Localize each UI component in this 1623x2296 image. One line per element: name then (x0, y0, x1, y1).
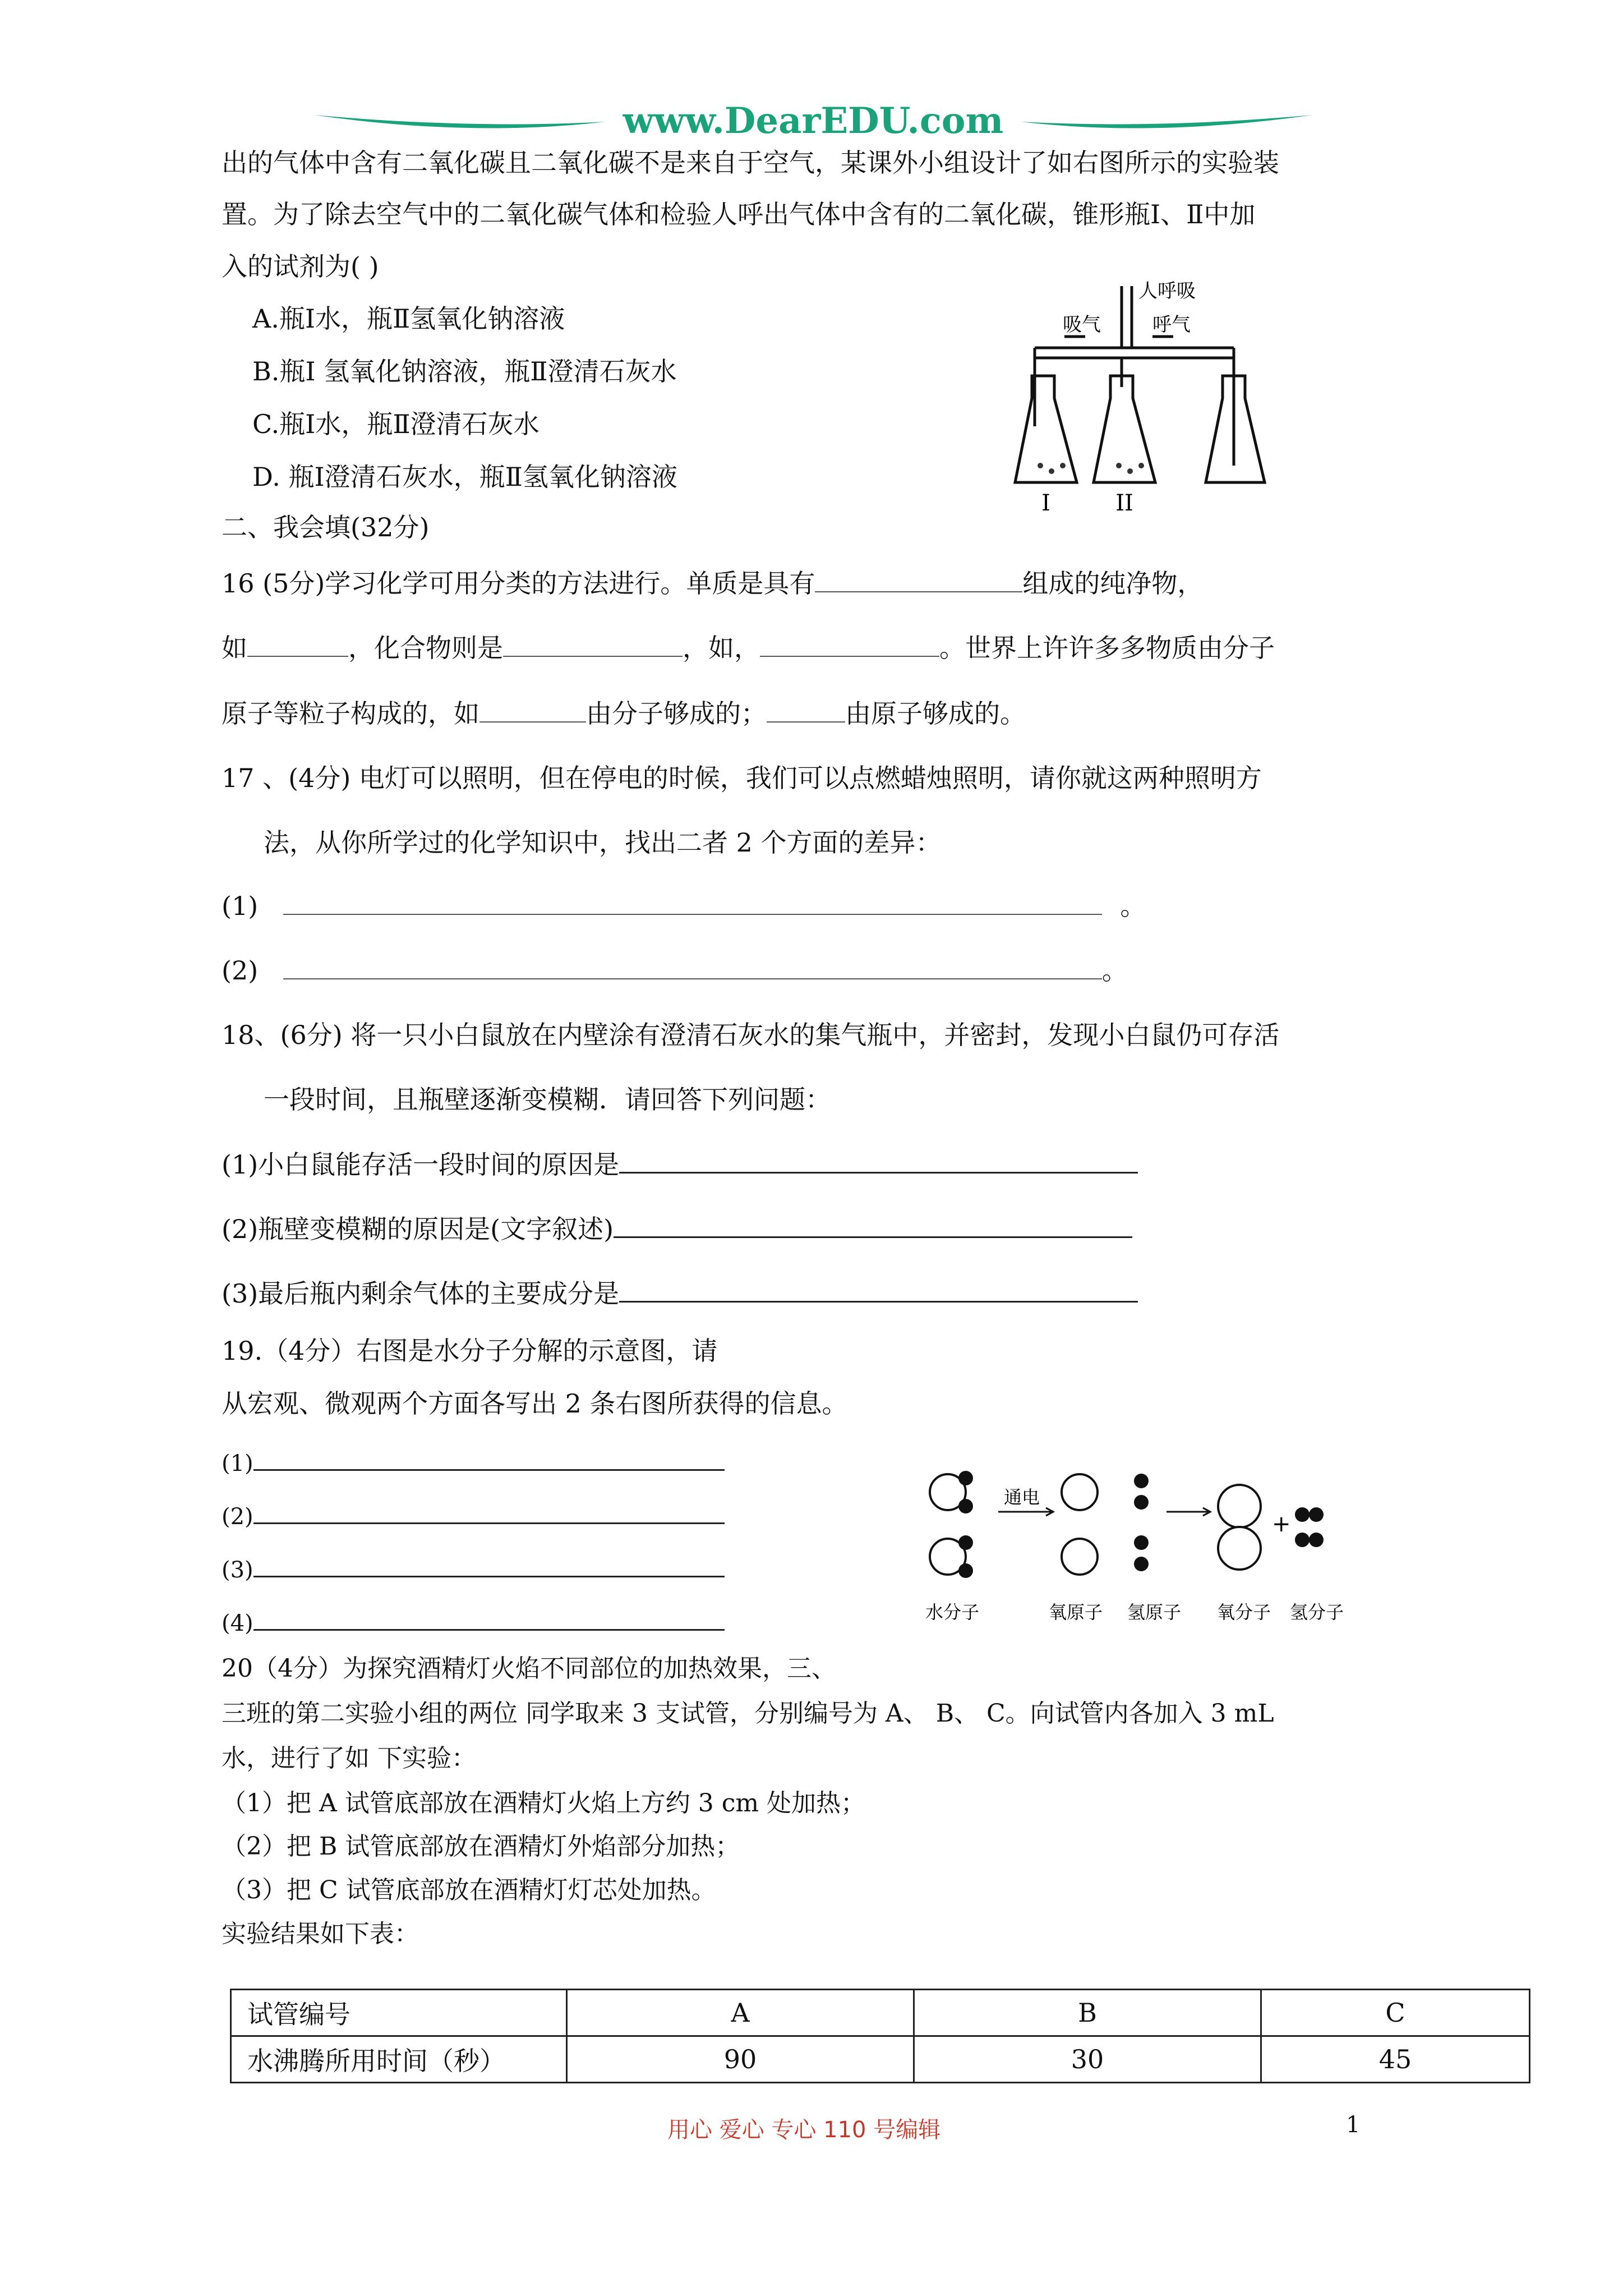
logo-text: www.DearEDU.com (623, 100, 1004, 142)
q18-line-2: 一段时间，且瓶壁逐渐变模糊．请回答下列问题： (264, 1084, 831, 1115)
section-2-title: 二、我会填(32分) (222, 512, 430, 542)
table-header-row (231, 1990, 1530, 2036)
label-water-molecule: 水分子 (925, 1602, 980, 1623)
q17-answer-2[interactable] (283, 954, 1102, 979)
footer-editor-note: 用心 爱心 专心 110 号编辑 (667, 2117, 941, 2143)
table-header-cell: A (567, 1990, 914, 2036)
label-oxygen-molecule: 氧分子 (1217, 1602, 1271, 1623)
q17-item-1-end: 。 (1120, 891, 1146, 921)
figure-exhale-label: 呼气 (1152, 314, 1191, 336)
q19-line-1: 19.（4分）右图是水分子分解的示意图，请 (222, 1336, 718, 1366)
o-atom-1 (1062, 1474, 1098, 1510)
o2-molecule-top (1218, 1485, 1261, 1527)
q15-option-b: B.瓶Ⅰ 氢氧化钠溶液，瓶Ⅱ澄清石灰水 (252, 356, 677, 386)
q16-line-3 (222, 697, 1026, 730)
q19-item-4 (222, 1604, 725, 1640)
water-decomposition-figure (925, 1458, 1374, 1627)
label-oxygen-atom: 氧原子 (1049, 1602, 1103, 1623)
electrolysis-arrow-label: 通电 (1004, 1487, 1040, 1508)
results-table (230, 1989, 1530, 2083)
q19-answer-2[interactable] (253, 1498, 725, 1524)
q18-answer-3[interactable] (619, 1276, 1138, 1303)
q18-answer-2[interactable] (614, 1212, 1132, 1238)
q20-step-1: （1）把 A 试管底部放在酒精灯火焰上方约 3 cm 处加热； (222, 1789, 866, 1818)
label-hydrogen-atom: 氢原子 (1127, 1602, 1182, 1623)
q20-step-3: （3）把 C 试管底部放在酒精灯灯芯处加热。 (222, 1876, 716, 1904)
q16-text-a: 16 (5分)学习化学可用分类的方法进行。单质是具有 (222, 568, 815, 599)
q19-item-3-label: (3) (222, 1557, 253, 1583)
q19-answer-1[interactable] (253, 1444, 725, 1471)
q15-line-1: 出的气体中含有二氧化碳且二氧化碳不是来自于空气，某课外小组设计了如右图所示的实验装 (222, 148, 1279, 178)
q15-option-d: D. 瓶Ⅰ澄清石灰水，瓶Ⅱ氢氧化钠溶液 (252, 462, 677, 492)
o-atom-2 (1062, 1539, 1098, 1575)
label-hydrogen-molecule: 氢分子 (1290, 1602, 1344, 1623)
plus-sign: + (1272, 1511, 1291, 1537)
q16-text-i: 由原子够成的。 (845, 698, 1026, 729)
logo-swoosh-left (314, 115, 606, 128)
q15-line-3: 入的试剂为( ) (222, 251, 379, 282)
q16-line-2 (222, 631, 1275, 665)
logo-swoosh-right (1021, 115, 1312, 128)
q15-option-c: C.瓶Ⅰ水，瓶Ⅱ澄清石灰水 (252, 409, 540, 439)
q16-text-g: 原子等粒子构成的，如 (222, 698, 479, 729)
q16-blank-2[interactable] (247, 631, 348, 657)
table-header-cell: B (914, 1990, 1261, 2036)
page-number: 1 (1346, 2112, 1361, 2138)
q18-item-3 (222, 1276, 1138, 1310)
q19-answer-3[interactable] (253, 1551, 725, 1577)
q16-line-1 (222, 567, 1203, 600)
q16-text-c: 如 (222, 633, 247, 663)
q17-item-2-end: 。 (1101, 955, 1128, 986)
q16-blank-3[interactable] (503, 631, 683, 657)
q17-item-2-label: (2) (222, 955, 259, 986)
q20-result-intro: 实验结果如下表： (222, 1920, 419, 1948)
flask-2 (1094, 376, 1155, 482)
q17-item-1 (222, 889, 1146, 923)
q15-option-a: A.瓶Ⅰ水，瓶Ⅱ氢氧化钠溶液 (252, 303, 565, 334)
q18-item-1 (222, 1147, 1138, 1181)
q19-item-3 (222, 1551, 725, 1587)
q19-answer-4[interactable] (253, 1604, 725, 1631)
figure-top-label: 人呼吸 (1138, 280, 1196, 302)
table-cell: 30 (914, 2036, 1261, 2083)
q18-answer-1[interactable] (619, 1147, 1138, 1174)
table-header-cell: C (1261, 1990, 1530, 2036)
q16-blank-6[interactable] (767, 697, 845, 723)
q16-blank-4[interactable] (760, 631, 939, 657)
q18-item-2-label: (2)瓶壁变模糊的原因是(文字叙述) (222, 1214, 614, 1244)
table-cell: 水沸腾所用时间（秒） (231, 2036, 567, 2083)
q20-step-2: （2）把 B 试管底部放在酒精灯外焰部分加热； (222, 1832, 740, 1861)
q16-text-e: ，如， (683, 633, 760, 663)
q19-item-2-label: (2) (222, 1504, 253, 1530)
q16-text-d: ，化合物则是 (348, 633, 503, 663)
q17-answer-1[interactable] (283, 889, 1102, 915)
table-cell: 45 (1261, 2036, 1530, 2083)
o2-molecule-bottom (1218, 1527, 1261, 1570)
q18-line-1: 18、(6分) 将一只小白鼠放在内壁涂有澄清石灰水的集气瓶中，并密封，发现小白鼠仍可存活 (222, 1020, 1280, 1050)
q17-line-1: 17 、(4分) 电灯可以照明，但在停电的时候，我们可以点燃蜡烛照明，请你就这两种照明方 (222, 763, 1262, 793)
table-cell: 90 (567, 2036, 914, 2083)
q19-item-4-label: (4) (222, 1611, 253, 1636)
flask-2-label: II (1115, 490, 1133, 516)
breathing-apparatus-figure (1009, 280, 1267, 527)
q19-line-2: 从宏观、微观两个方面各写出 2 条右图所获得的信息。 (222, 1388, 848, 1419)
table-header-cell: 试管编号 (231, 1990, 567, 2036)
table-row (231, 2036, 1530, 2083)
flask-1 (1015, 376, 1077, 482)
q19-item-1 (222, 1444, 725, 1480)
q18-item-3-label: (3)最后瓶内剩余气体的主要成分是 (222, 1278, 620, 1309)
q18-item-1-label: (1)小白鼠能存活一段时间的原因是 (222, 1149, 620, 1180)
q20-line-3: 水，进行了如 下实验： (222, 1744, 476, 1773)
q20-line-1: 20（4分）为探究酒精灯火焰不同部位的加热效果，三、 (222, 1654, 836, 1683)
q15-line-2: 置。为了除去空气中的二氧化碳气体和检验人呼出气体中含有的二氧化碳，锥形瓶Ⅰ、Ⅱ中加 (222, 199, 1256, 229)
q17-item-1-label: (1) (222, 891, 259, 921)
q17-line-2: 法，从你所学过的化学知识中，找出二者 2 个方面的差异： (264, 827, 942, 858)
figure-inhale-label: 吸气 (1063, 314, 1101, 336)
flask-1-label: I (1041, 490, 1050, 516)
q17-item-2 (222, 954, 1128, 987)
q16-text-b: 组成的纯净物， (1022, 568, 1204, 599)
header-logo-banner (303, 98, 1324, 149)
q16-text-f: 。世界上许许多多物质由分子 (939, 633, 1275, 663)
q16-text-h: 由分子够成的； (586, 698, 767, 729)
q19-item-1-label: (1) (222, 1451, 253, 1476)
q18-item-2 (222, 1212, 1132, 1246)
q16-blank-1[interactable] (815, 567, 1022, 592)
q16-blank-5[interactable] (479, 697, 586, 723)
q19-item-2 (222, 1498, 725, 1534)
q20-line-2: 三班的第二实验小组的两位 同学取来 3 支试管，分别编号为 A、 B、 C。向试管内各加入 3 mL (222, 1699, 1274, 1728)
